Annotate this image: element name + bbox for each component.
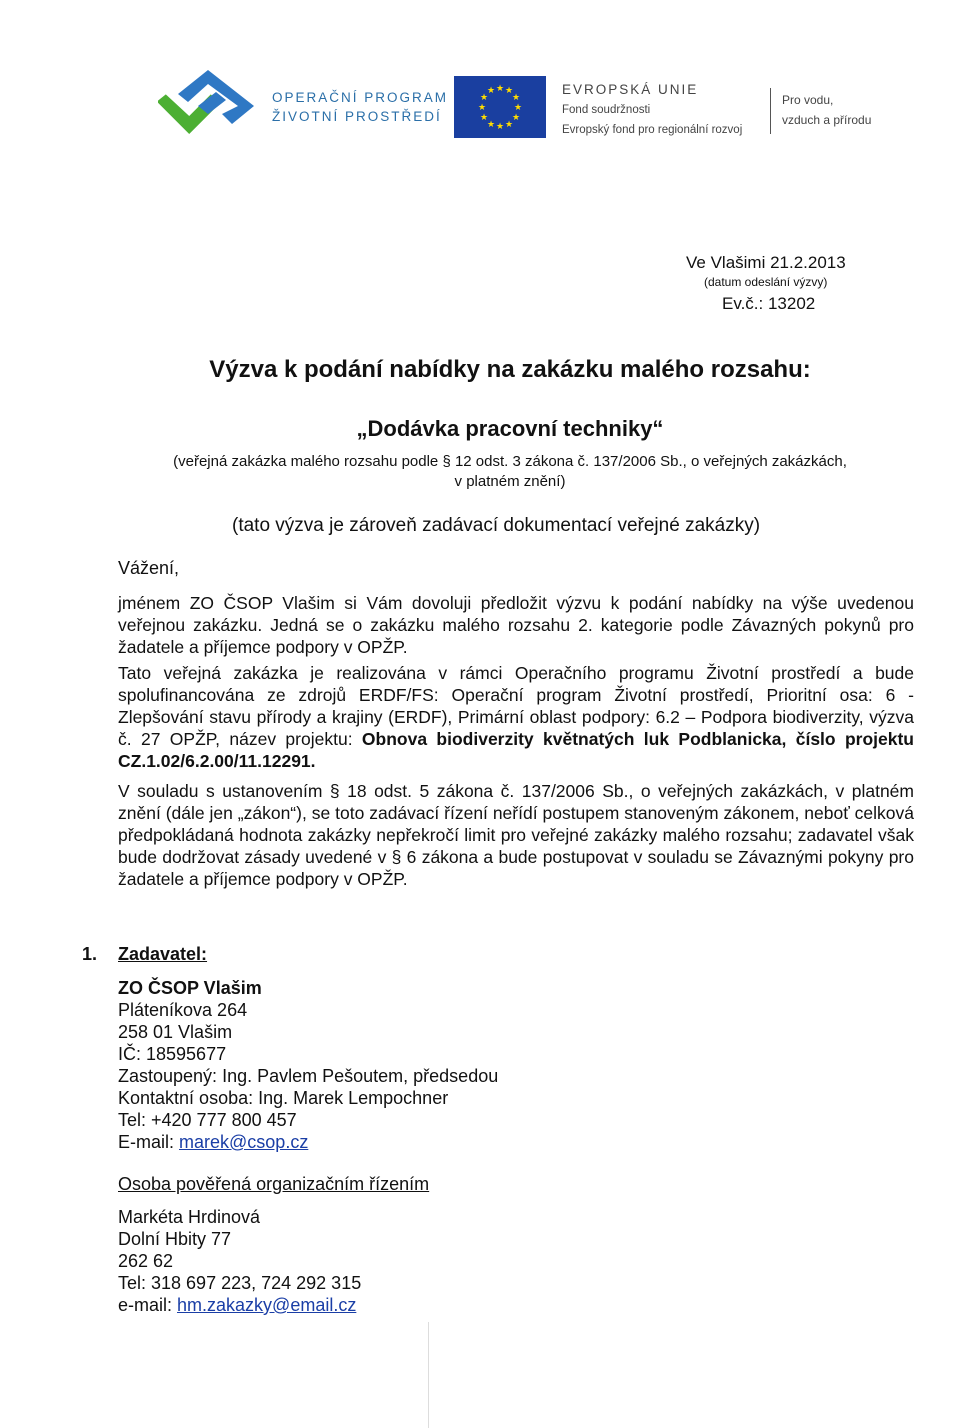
org-email-row bbox=[118, 1131, 498, 1153]
opzp-line1: OPERAČNÍ PROGRAM bbox=[272, 90, 449, 105]
eu-line3: Evropský fond pro regionální rozvoj bbox=[562, 124, 743, 136]
project-name: Obnova biodiverzity květnatých luk Podblanicka, číslo projektu CZ.1.02/6.2.00/11.12291. bbox=[118, 729, 914, 771]
eu-text bbox=[562, 80, 742, 140]
legal-basis bbox=[0, 452, 960, 492]
section-title: Zadavatel: bbox=[118, 944, 208, 964]
header-divider bbox=[770, 88, 771, 134]
svg-text:★: ★ bbox=[495, 122, 505, 132]
org-street: Pláteníkova 264 bbox=[118, 1000, 248, 1020]
paragraph-funding bbox=[118, 662, 914, 772]
funding-text: Tato veřejná zakázka je realizována v rámci Operačního programu Životní prostředí a bude spolufinancována ze zdrojů ERDF/FS: Operační program Životní prostředí, Prioritní osa: 6 - Zlepšování stavu přírody a krajiny (ERDF), Primární oblast podpory: 6.2 – Podpora biodiverzity, výzva č. 27 OPŽP, název projektu: bbox=[118, 663, 914, 749]
agent-email-label: e-mail: bbox=[118, 1295, 178, 1315]
svg-text:★: ★ bbox=[495, 84, 505, 94]
email-link[interactable]: marek@csop.cz bbox=[179, 1132, 309, 1152]
ev-number: Ev.č.: 13202 bbox=[722, 294, 816, 313]
slogan-line1: Pro vodu, bbox=[782, 93, 834, 107]
osoba-title: Osoba pověřená organizačním řízením bbox=[118, 1174, 430, 1194]
svg-text:★: ★ bbox=[513, 103, 523, 113]
svg-text:★: ★ bbox=[477, 103, 487, 113]
org-tel: Tel: +420 777 800 457 bbox=[118, 1110, 297, 1130]
contracting-authority bbox=[118, 977, 498, 1153]
org-name: ZO ČSOP Vlašim bbox=[118, 978, 262, 998]
date-note: (datum odeslání výzvy) bbox=[704, 275, 828, 289]
slogan bbox=[782, 90, 871, 130]
org-representative: Zastoupený: Ing. Pavlem Pešoutem, předsedou bbox=[118, 1066, 499, 1086]
eu-line2: Fond soudržnosti bbox=[562, 104, 651, 116]
eu-line1: EVROPSKÁ UNIE bbox=[562, 82, 699, 97]
org-city: 258 01 Vlašim bbox=[118, 1022, 233, 1042]
eu-stars bbox=[454, 76, 546, 138]
agent-email-link[interactable]: hm.zakazky@email.cz bbox=[177, 1295, 357, 1315]
svg-text:★: ★ bbox=[479, 113, 489, 123]
document-title: Výzva k podání nabídky na zakázku malého rozsahu: bbox=[209, 356, 811, 383]
agent-tel: Tel: 318 697 223, 724 292 315 bbox=[118, 1273, 362, 1293]
opzp-logo-icon bbox=[158, 66, 258, 146]
email-label: E-mail: bbox=[118, 1132, 180, 1152]
legal-line2: v platném znění) bbox=[454, 473, 566, 490]
section-number: 1. bbox=[82, 944, 98, 964]
svg-text:★: ★ bbox=[504, 120, 514, 130]
svg-text:★: ★ bbox=[479, 93, 489, 103]
org-ic: IČ: 18595677 bbox=[118, 1044, 227, 1064]
slogan-line2: vzduch a přírodu bbox=[782, 113, 872, 127]
agent-zip: 262 62 bbox=[118, 1251, 174, 1271]
agent-name: Markéta Hrdinová bbox=[118, 1207, 261, 1227]
org-contact: Kontaktní osoba: Ing. Marek Lempochner bbox=[118, 1088, 449, 1108]
eu-flag-icon bbox=[454, 76, 546, 138]
svg-text:★: ★ bbox=[504, 86, 514, 96]
paragraph-legal: V souladu s ustanovením § 18 odst. 5 zákona č. 137/2006 Sb., o veřejných zakázkách, v platném znění (dále jen „zákon“), se toto zadávací řízení neřídí postupem stanoveným zákonem, neboť celková předpokládaná hodnota zakázky nepřekročí limit pro veřejné zakázky malého rozsahu; zadavatel však bude dodržovat zásady uvedené v § 6 zákona a bude postupovat v souladu se Závaznými pokyny pro žadatele a příjemce podpory v OPŽP. bbox=[118, 781, 914, 889]
opzp-line2: ŽIVOTNÍ PROSTŘEDÍ bbox=[272, 109, 442, 124]
legal-line1: (veřejná zakázka malého rozsahu podle § 12 odst. 3 zákona č. 137/2006 Sb., o veřejných zakázkách, bbox=[173, 453, 847, 470]
svg-text:★: ★ bbox=[511, 113, 521, 123]
procurement-agent bbox=[118, 1206, 361, 1316]
date-line: Ve Vlašimi 21.2.2013 bbox=[686, 253, 846, 272]
opzp-wordmark bbox=[272, 88, 448, 126]
scan-artifact-line bbox=[428, 1322, 429, 1428]
svg-text:★: ★ bbox=[486, 86, 496, 96]
agent-street: Dolní Hbity 77 bbox=[118, 1229, 232, 1249]
salutation: Vážení, bbox=[118, 558, 180, 578]
agent-email-row bbox=[118, 1294, 361, 1316]
paragraph-intro: jménem ZO ČSOP Vlašim si Vám dovoluji předložit výzvu k podání nabídky na výše uvedenou veřejnou zakázku. Jedná se o zakázku malého rozsahu 2. kategorie podle Závazných pokynů pro žadatele a příjemce podpory v OPŽP. bbox=[118, 593, 914, 657]
svg-text:★: ★ bbox=[486, 120, 496, 130]
tender-doc-note: (tato výzva je zároveň zadávací dokumentací veřejné zakázky) bbox=[232, 515, 761, 536]
contract-subject: „Dodávka pracovní techniky“ bbox=[356, 416, 664, 441]
svg-text:★: ★ bbox=[511, 93, 521, 103]
